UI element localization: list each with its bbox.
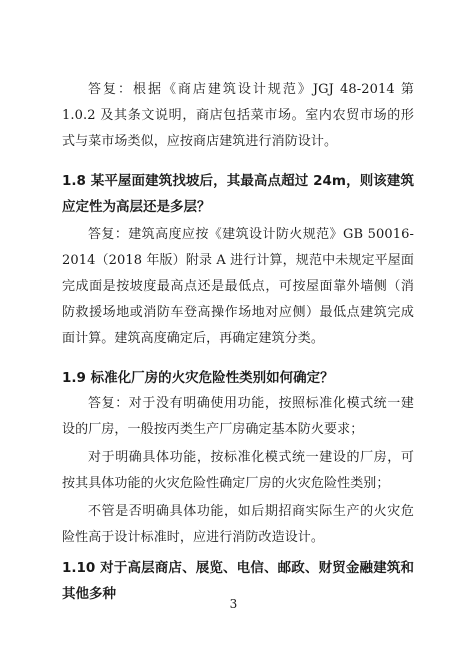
paragraph: 答复：建筑高度应按《建筑设计防火规范》GB 50016-2014（2018 年版）附录 A 进行计算，规范中未规定平屋面完成面是按坡度最高点还是最低点，可按屋面靠外墙侧（消防救援场地或消防车登高操作场地对应侧）最低点建筑完成面计算。建筑高度确定后，再确定建筑分类。 [62, 227, 414, 346]
paragraph: 对于明确具体功能，按标准化模式统一建设的厂房，可按其具体功能的火灾危险性确定厂房的火灾危险性类别； [62, 450, 414, 491]
section-heading: 1.8 某平屋面建筑找坡后，其最高点超过 24m，则该建筑应定性为高层还是多层？ [62, 173, 414, 215]
answer-paragraph-1-8 [62, 222, 414, 352]
paragraph: 答复：根据《商店建筑设计规范》JGJ 48-2014 第 1.0.2 及其条文说明，商店包括菜市场。室内农贸市场的形式与菜市场类似，应按商店建筑进行消防设计。 [62, 82, 414, 149]
answer-paragraph-1-7 [62, 77, 414, 155]
section-heading: 1.9 标准化厂房的火灾危险性类别如何确定？ [62, 370, 334, 386]
question-heading-1-8 [62, 168, 414, 220]
paragraph: 答复：对于没有明确使用功能，按照标准化模式统一建设的厂房，一般按丙类生产厂房确定基本防火要求； [62, 396, 414, 437]
answer-paragraph-1-9-c [62, 499, 414, 551]
section-heading: 1.10 对于高层商店、展览、电信、邮政、财贸金融建筑和其他多种 [62, 560, 414, 602]
question-heading-1-9 [62, 365, 414, 391]
answer-paragraph-1-9-b [62, 445, 414, 497]
page-number: 3 [229, 597, 238, 611]
answer-paragraph-1-9 [62, 391, 414, 443]
paragraph: 不管是否明确具体功能，如后期招商实际生产的火灾危险性高于设计标准时，应进行消防改造设计。 [62, 504, 414, 545]
